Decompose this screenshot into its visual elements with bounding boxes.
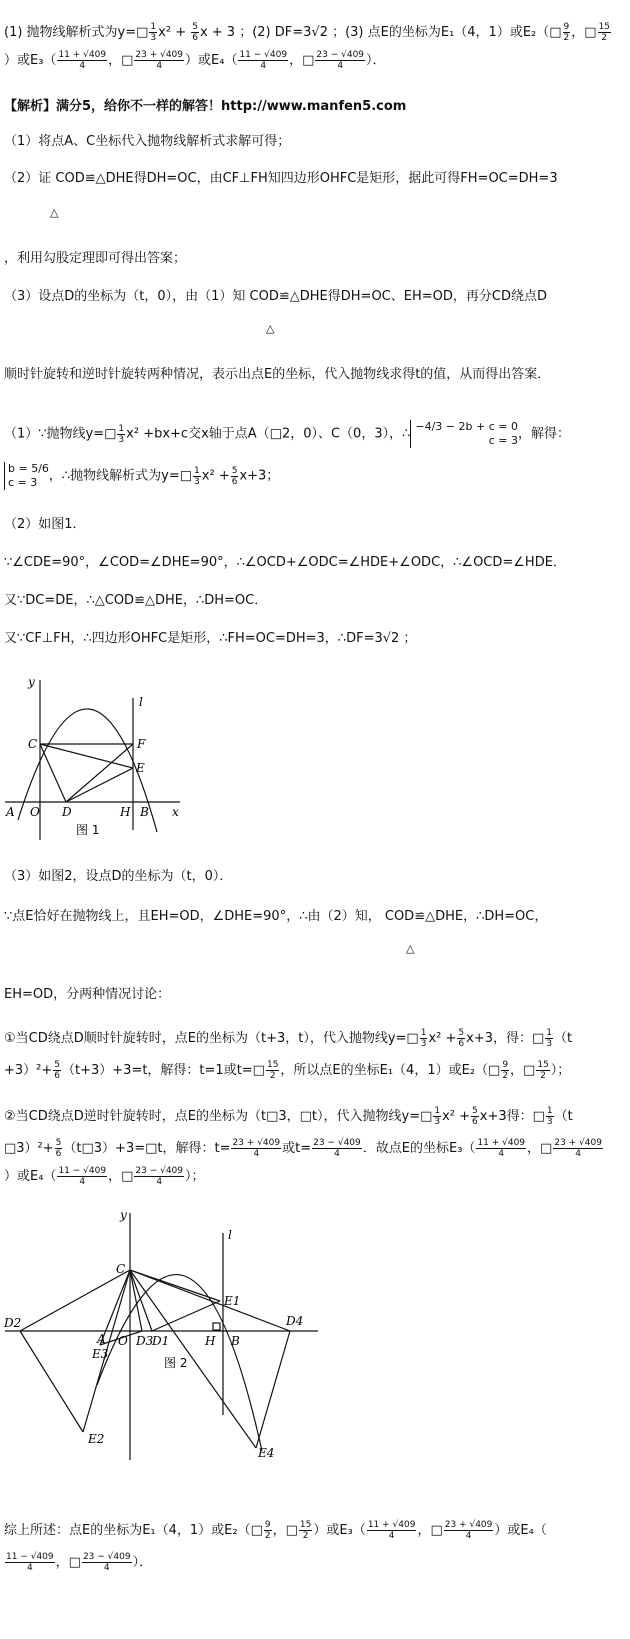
fraction: $\frac{9}{2}$ bbox=[563, 22, 570, 43]
figure-2 bbox=[0, 1205, 330, 1465]
label-f: F bbox=[137, 737, 146, 751]
label-e: E bbox=[136, 761, 145, 775]
solution-p3: （2）如图1． bbox=[4, 517, 86, 532]
fraction: $\frac{11 - √409}{4}$ bbox=[239, 50, 288, 71]
hint-3: （3）设点D的坐标为（t，0），由（1）知 COD≌△DHE得DH=OC、EH=OD，再分CD绕点D bbox=[4, 289, 547, 304]
fraction: $\frac{23 - √409}{4}$ bbox=[135, 1166, 184, 1187]
solution-p8: ∵点E恰好在抛物线上，且EH=OD，∠DHE=90°，∴由（2）知， COD≌△DHE，∴DH=OC， bbox=[4, 909, 548, 924]
label-e4: E4 bbox=[258, 1446, 275, 1460]
fraction: $\frac{15}{2}$ bbox=[299, 1520, 312, 1541]
figure-1 bbox=[0, 670, 200, 845]
label-d1: D1 bbox=[152, 1334, 170, 1348]
fraction: $\frac{5}{6}$ bbox=[55, 1138, 62, 1159]
hint-2: （2）证 COD≌△DHE得DH=OC，由CF⊥FH知四边形OHFC是矩形，据此可得FH=OC=DH=3 bbox=[4, 171, 558, 186]
segment-d2-e2 bbox=[20, 1331, 83, 1432]
label-e2: E2 bbox=[88, 1432, 105, 1446]
label-d4: D4 bbox=[286, 1314, 304, 1328]
triangle-mark: △ bbox=[50, 206, 59, 219]
solution-p2: b = 5/6 c = 3 ，∴抛物线解析式为y=□ $\frac{1}{3}$ x² + $\frac{5}{6}$ x+3； bbox=[4, 462, 279, 490]
figure-1-caption: 图 1 bbox=[76, 823, 100, 837]
fraction: $\frac{1}{3}$ bbox=[420, 1028, 427, 1049]
fraction: $\frac{1}{3}$ bbox=[546, 1028, 552, 1049]
fraction: $\frac{11 + √409}{4}$ bbox=[367, 1520, 416, 1541]
hint-1: （1）将点A、C坐标代入抛物线解析式求解可得； bbox=[4, 134, 291, 149]
fraction: $\frac{23 + √409}{4}$ bbox=[554, 1138, 602, 1159]
fraction: $\frac{1}{3}$ bbox=[434, 1106, 441, 1127]
fraction: $\frac{1}{3}$ bbox=[150, 22, 157, 43]
segment-c-d1 bbox=[130, 1270, 152, 1331]
fraction: $\frac{5}{6}$ bbox=[54, 1060, 61, 1081]
fraction: $\frac{9}{2}$ bbox=[502, 1060, 509, 1081]
label-o: O bbox=[30, 805, 40, 819]
fraction: $\frac{15}{2}$ bbox=[598, 22, 611, 43]
solution-p6: 又∵CF⊥FH，∴四边形OHFC是矩形，∴FH=OC=DH=3，∴DF=3√2 ； bbox=[4, 631, 417, 646]
fraction: $\frac{5}{6}$ bbox=[231, 465, 238, 487]
solution-p14: ）或E₄（ $\frac{11 - √409}{4}$ ，□ $\frac{23 - √409}{4}$ ）； bbox=[4, 1166, 205, 1187]
triangle-mark: △ bbox=[266, 322, 275, 335]
solution-p15: 综上所述：点E的坐标为E₁（4，1）或E₂（□ $\frac{9}{2}$ ，□ $\frac{15}{2}$ ）或E₃（ $\frac{11 + √409}{4}$ ，□ $\frac{23 + √409}{4}$ ）或E₄（ bbox=[4, 1520, 547, 1541]
fraction: $\frac{1}{3}$ bbox=[118, 423, 125, 445]
segment-c-d4 bbox=[130, 1270, 290, 1331]
equation-system: b = 5/6 c = 3 bbox=[4, 462, 49, 490]
solution-p13: □3）²+ $\frac{5}{6}$ （t□3）+3=□t，解得：t= $\frac{23 + √409}{4}$ 或t= $\frac{23 - √409}{4}$ ．故点E的坐标E₃（ $\frac{11 + √409}{4}$ ，□ $\frac{23 + √409}{4}$ bbox=[4, 1138, 602, 1159]
fraction: $\frac{1}{3}$ bbox=[194, 465, 200, 487]
answer-line-2: ）或E₃（ $\frac{11 + √409}{4}$ ，□ $\frac{23 + √409}{4}$ ）或E₄（ $\frac{11 - √409}{4}$ ，□ $\frac{23 - √409}{4}$ ）． bbox=[4, 50, 386, 71]
label-d3: D3 bbox=[136, 1334, 154, 1348]
label-b: B bbox=[231, 1334, 240, 1348]
solution-p9: EH=OD，分两种情况讨论： bbox=[4, 987, 171, 1002]
segment-cd bbox=[40, 744, 66, 802]
right-angle-mark bbox=[213, 1323, 220, 1330]
equation-system: −4/3 − 2b + c = 0 c = 3 bbox=[410, 420, 518, 448]
label-l: l bbox=[139, 695, 143, 709]
label-b: B bbox=[140, 805, 149, 819]
label-a: A bbox=[6, 805, 15, 819]
solution-p4: ∵∠CDE=90°，∠COD=∠DHE=90°，∴∠OCD+∠ODC=∠HDE+∠ODC，∴∠OCD=∠HDE． bbox=[4, 555, 566, 570]
fraction: $\frac{11 - √409}{4}$ bbox=[58, 1166, 107, 1187]
solution-p5: 又∵DC=DE，∴△COD≌△DHE，∴DH=OC． bbox=[4, 593, 268, 608]
fraction: $\frac{5}{6}$ bbox=[472, 1106, 478, 1127]
label-l: l bbox=[228, 1228, 232, 1242]
solution-p7: （3）如图2，设点D的坐标为（t，0）． bbox=[4, 869, 233, 884]
solution-p1: （1）∵抛物线y=□ $\frac{1}{3}$ x² +bx+c交x轴于点A（□2，0）、C（0，3），∴ −4/3 − 2b + c = 0 c = 3 ，解得： bbox=[4, 420, 570, 447]
label-x: x bbox=[172, 805, 179, 819]
fraction: $\frac{11 + √409}{4}$ bbox=[477, 1138, 526, 1159]
solution-p12: ②当CD绕点D逆时针旋转时，点E的坐标为（t□3，□t），代入抛物线y=□ $\frac{1}{3}$ x² + $\frac{5}{6}$ x+3得：□ $\frac{1}{3}$ （t bbox=[4, 1106, 573, 1127]
fraction: $\frac{15}{2}$ bbox=[266, 1060, 279, 1081]
fraction: $\frac{23 - √409}{4}$ bbox=[82, 1552, 131, 1573]
answer-line-1: (1) 抛物线解析式为y=□ $\frac{1}{3}$ x² + $\frac{5}{6}$ x + 3 ；(2) DF=3√2 ；(3) 点E的坐标为E₁（4，1）或E₂（□ $\frac{9}{2}$ ，□ $\frac{15}{2}$ bbox=[4, 22, 611, 43]
label-d: D bbox=[62, 805, 72, 819]
label-d2: D2 bbox=[4, 1316, 22, 1330]
fraction: $\frac{15}{2}$ bbox=[537, 1060, 549, 1081]
hint-3-cont: 顺时针旋转和逆时针旋转两种情况，表示出点E的坐标，代入抛物线求得t的值，从而得出答案． bbox=[4, 367, 551, 382]
label-e1: E1 bbox=[224, 1294, 241, 1308]
fraction: $\frac{23 + √409}{4}$ bbox=[232, 1138, 281, 1159]
label-e3: E3 bbox=[92, 1347, 109, 1361]
segment-d4-e4 bbox=[256, 1331, 290, 1448]
triangle-mark: △ bbox=[406, 942, 415, 955]
label-c: C bbox=[28, 737, 38, 751]
hint-2-cont: ，利用勾股定理即可得出答案； bbox=[4, 251, 187, 266]
fraction: $\frac{11 + √409}{4}$ bbox=[58, 50, 107, 71]
fraction: $\frac{11 - √409}{4}$ bbox=[6, 1552, 54, 1573]
solution-p11: +3）²+ $\frac{5}{6}$ （t+3）+3=t，解得：t=1或t=□ $\frac{15}{2}$ ，所以点E的坐标E₁（4，1）或E₂（□ $\frac{9}{2}$ ，□ $\frac{15}{2}$ ）； bbox=[4, 1060, 571, 1081]
fraction: $\frac{23 + √409}{4}$ bbox=[444, 1520, 493, 1541]
figure-2-caption: 图 2 bbox=[164, 1356, 188, 1370]
label-c: C bbox=[116, 1262, 126, 1276]
fraction: $\frac{1}{3}$ bbox=[546, 1106, 553, 1127]
fraction: $\frac{23 - √409}{4}$ bbox=[316, 50, 365, 71]
segment-c-d2 bbox=[20, 1270, 130, 1331]
analysis-header: 【解析】满分5，给你不一样的解答！http://www.manfen5.com bbox=[4, 99, 407, 114]
fraction: $\frac{23 + √409}{4}$ bbox=[135, 50, 184, 71]
fraction: $\frac{5}{6}$ bbox=[192, 22, 198, 43]
solution-p16: $\frac{11 - √409}{4}$ ，□ $\frac{23 - √409}{4}$ ）． bbox=[6, 1552, 153, 1573]
label-o: O bbox=[118, 1334, 128, 1348]
label-y: y bbox=[120, 1208, 127, 1222]
label-y: y bbox=[28, 675, 35, 689]
fraction: $\frac{23 - √409}{4}$ bbox=[313, 1138, 361, 1159]
fraction: $\frac{9}{2}$ bbox=[264, 1520, 271, 1541]
label-a: A bbox=[97, 1332, 106, 1346]
fraction: $\frac{5}{6}$ bbox=[458, 1028, 465, 1049]
solution-p10: ①当CD绕点D顺时针旋转时，点E的坐标为（t+3，t），代入抛物线y=□ $\frac{1}{3}$ x² + $\frac{5}{6}$ x+3，得：□ $\frac{1}{3}$ （t bbox=[4, 1028, 573, 1049]
label-h: H bbox=[205, 1334, 216, 1348]
label-h: H bbox=[120, 805, 131, 819]
